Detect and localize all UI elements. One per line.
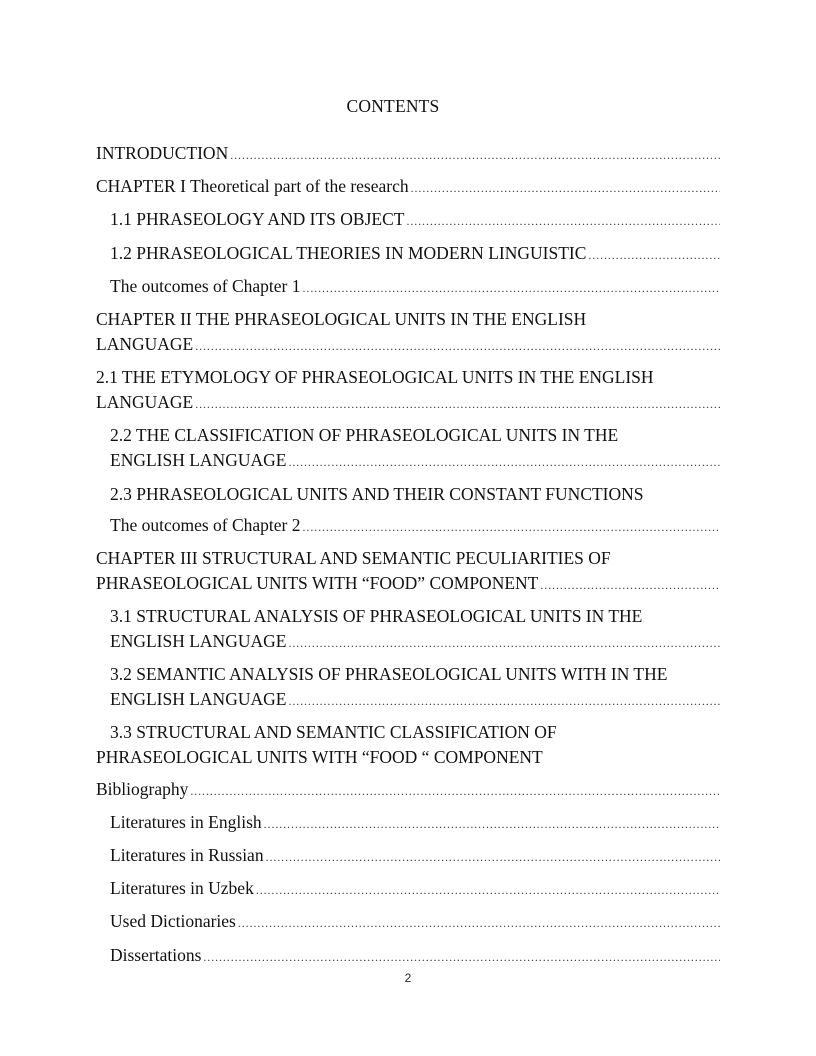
toc-entry-text: PHRASEOLOGICAL UNITS WITH “FOOD “ COMPONENT [96,747,543,768]
toc-entry-text: Dissertations [110,944,202,965]
dot-leader [190,779,720,804]
toc-entry-line [110,207,720,234]
toc-entry-line [110,513,720,540]
toc-entry-text: CHAPTER I Theoretical part of the research [96,176,409,197]
toc-entry-line [110,448,720,475]
toc-entry[interactable] [96,546,720,598]
toc-entry-text: 3.1 STRUCTURAL ANALYSIS OF PHRASEOLOGICAL UNITS IN THE [110,606,643,627]
toc-entry-text: Literatures in Russian [110,845,264,865]
dot-leader [230,143,720,168]
toc-entry-text: 1.1 PHRASEOLOGY AND ITS OBJECT [110,209,405,230]
toc-entry-text: CHAPTER III STRUCTURAL AND SEMANTIC PECULIARITIES OF [96,547,611,568]
toc-entry[interactable] [96,810,720,837]
toc-entry-line [110,241,720,268]
toc-entry[interactable] [96,241,720,268]
toc-entry-line [110,629,720,656]
toc-entry-text: 3.3 STRUCTURAL AND SEMANTIC CLASSIFICATION OF [110,722,557,743]
dot-leader [288,631,720,656]
toc-entry-line [110,943,720,970]
toc-entry-text: The outcomes of Chapter 2 [110,514,301,535]
toc-entry-text: LANGUAGE [96,333,194,354]
toc-entry-text: Bibliography [96,778,189,799]
toc-entry[interactable] [96,943,720,970]
toc-entry-line [96,141,720,168]
toc-entry-line [96,571,720,598]
toc-entry-line [96,365,720,390]
table-of-contents [96,141,720,976]
toc-entry-line [96,174,720,201]
toc-entry-line [110,662,720,687]
toc-entry-line [110,687,720,714]
dot-leader [588,243,720,268]
toc-entry-line [110,423,720,448]
toc-entry[interactable] [96,876,720,903]
toc-entry[interactable] [96,207,720,234]
toc-entry-line [96,332,720,359]
toc-entry-text: 3.2 SEMANTIC ANALYSIS OF PHRASEOLOGICAL UNITS WITH IN THE [110,664,668,685]
dot-leader [195,392,720,417]
toc-entry-text: PHRASEOLOGICAL UNITS WITH “FOOD” COMPONENT [96,572,539,593]
dot-leader [195,334,720,359]
toc-entry-text: 1.2 PHRASEOLOGICAL THEORIES IN MODERN LINGUISTIC [110,242,587,263]
toc-entry-text: ENGLISH LANGUAGE [110,450,287,471]
toc-entry-line [96,307,720,332]
toc-entry[interactable] [96,307,720,359]
dot-leader [406,209,720,234]
toc-entry-line [96,390,720,417]
toc-entry-line [110,482,720,507]
dot-leader [411,176,720,201]
toc-entry-text: Literatures in Uzbek [110,878,254,899]
toc-entry[interactable] [96,141,720,168]
toc-entry-line [110,274,720,301]
toc-entry-line [110,876,720,903]
dot-leader [256,878,720,903]
toc-entry-text: ENGLISH LANGUAGE [110,631,287,652]
toc-entry[interactable] [96,482,720,507]
dot-leader [288,689,720,714]
dot-leader [264,812,720,837]
dot-leader [266,845,720,870]
toc-entry-text: LANGUAGE [96,392,194,413]
toc-entry-line [110,843,720,870]
toc-entry[interactable] [96,513,720,540]
dot-leader [540,573,720,598]
page-title: CONTENTS [346,96,440,116]
toc-entry[interactable] [96,174,720,201]
toc-entry[interactable] [96,777,720,804]
toc-entry-text: 2.1 THE ETYMOLOGY OF PHRASEOLOGICAL UNITS IN THE ENGLISH [96,367,654,388]
toc-entry-text: The outcomes of Chapter 1 [110,275,301,296]
toc-entry[interactable] [96,423,720,475]
toc-entry-line [96,745,720,770]
toc-entry-text: 2.2 THE CLASSIFICATION OF PHRASEOLOGICAL UNITS IN THE [110,425,619,446]
toc-entry[interactable] [96,662,720,714]
toc-entry-text: 2.3 PHRASEOLOGICAL UNITS AND THEIR CONSTANT FUNCTIONS [110,483,644,504]
toc-entry-line [96,720,720,745]
toc-entry-text: Used Dictionaries [110,911,236,932]
toc-entry[interactable] [96,843,720,870]
toc-entry[interactable] [96,274,720,301]
toc-entry[interactable] [96,909,720,936]
toc-entry-line [96,777,720,804]
toc-entry[interactable] [96,604,720,656]
toc-entry-text: CHAPTER II THE PHRASEOLOGICAL UNITS IN THE ENGLISH [96,308,587,329]
toc-entry-line [110,810,720,837]
toc-entry-text: Literatures in English [110,811,262,832]
toc-entry[interactable] [96,720,720,770]
dot-leader [238,911,720,936]
dot-leader [303,276,720,301]
toc-entry-line [110,909,720,936]
toc-entry-line [96,546,720,571]
toc-entry[interactable] [96,365,720,417]
dot-leader [203,945,720,970]
page-number: 2 [404,971,412,985]
toc-entry-line [110,604,720,629]
dot-leader [303,515,720,540]
toc-entry-text: INTRODUCTION [96,143,229,163]
dot-leader [288,450,720,475]
toc-entry-text: ENGLISH LANGUAGE [110,689,287,710]
